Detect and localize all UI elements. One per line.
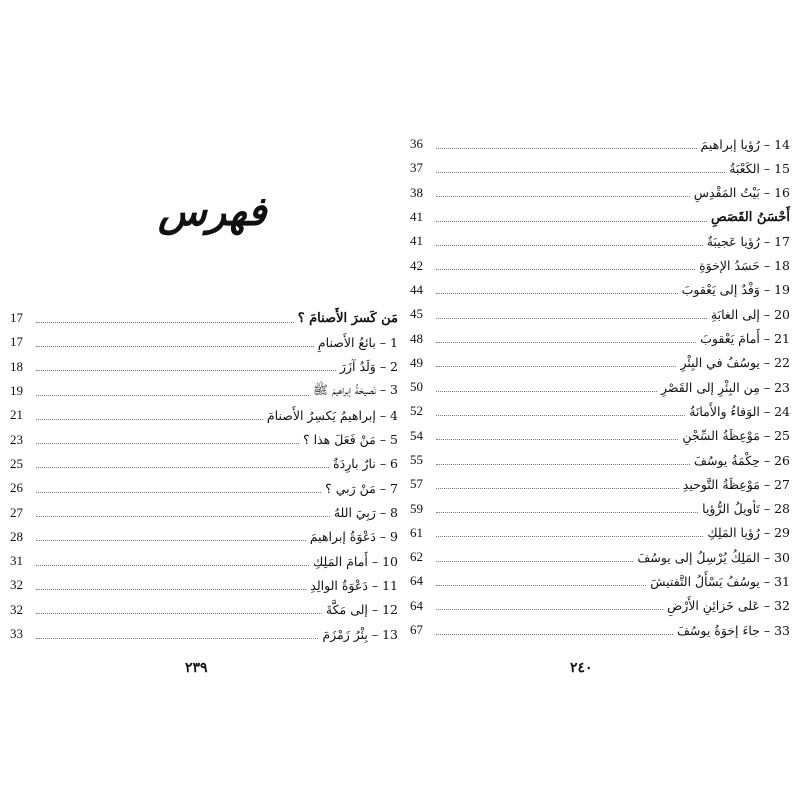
toc-section-heading (10, 306, 398, 330)
toc-page-number: 64 (410, 597, 423, 613)
dotted-leader (36, 638, 318, 639)
toc-entry (10, 500, 398, 524)
toc-page-number: 42 (410, 257, 423, 273)
toc-entry-title: مَن كَسرَ الأَصنامَ ؟ (297, 310, 398, 326)
toc-page-number: 27 (10, 504, 23, 520)
toc-entry-title: 24 – الوَفاءُ والأَمانَةُ (689, 403, 790, 419)
dotted-leader (436, 245, 703, 246)
toc-entry-title: 5 – مَنْ فَعَلَ هذا ؟ (302, 432, 398, 448)
toc-entry-title: 30 – المَلِكُ يُرْسِلُ إلى يوسُفَ (637, 549, 790, 565)
toc-entry (410, 132, 790, 156)
dotted-leader (36, 443, 299, 444)
toc-entry (410, 569, 790, 593)
dotted-leader (436, 439, 678, 440)
toc-page-number: 36 (410, 136, 423, 152)
toc-entry (10, 355, 398, 379)
dotted-leader (436, 318, 707, 319)
dotted-leader (436, 488, 679, 489)
dotted-leader (436, 609, 663, 610)
toc-page-number: 52 (410, 403, 423, 419)
toc-entry-title: 33 – جاءَ إخوَةُ يوسُفَ (676, 622, 790, 638)
toc-page-number: 61 (410, 524, 423, 540)
toc-entry (10, 330, 398, 354)
dotted-leader (36, 370, 336, 371)
dotted-leader (36, 419, 263, 420)
toc-page-number: 59 (410, 500, 423, 516)
toc-entry-title: 23 – مِن البِئْرِ إلى القَصْرِ (661, 379, 790, 395)
toc-entry (410, 253, 790, 277)
left-page (10, 0, 398, 800)
toc-page-number: 49 (410, 354, 423, 370)
toc-entry (10, 525, 398, 549)
dotted-leader (436, 366, 676, 367)
toc-entry-title: 29 – رُؤيا المَلِكِ (707, 525, 790, 541)
dotted-leader (36, 346, 314, 347)
toc-page-number: 17 (10, 310, 23, 326)
toc-entry (410, 156, 790, 180)
toc-entry-title: 6 – نارٌ بارِدَةٌ (333, 456, 398, 472)
toc-page-number: 23 (10, 431, 23, 447)
toc-entry-title: 20 – إلى الغابَةِ (710, 306, 790, 322)
toc-entry (10, 427, 398, 451)
page-number-right: ٢٤٠ (570, 660, 593, 676)
right-page (410, 0, 790, 800)
toc-entry-title: 3 – نَصيحَةُ إبراهيمَ ﷺ (312, 381, 398, 397)
toc-page-number: 41 (410, 233, 423, 249)
toc-page-number: 19 (10, 383, 23, 399)
toc-entry-title: 12 – إلى مَكَّةَ (325, 602, 398, 618)
toc-entry (410, 618, 790, 642)
dotted-leader (436, 561, 633, 562)
dotted-leader (436, 293, 678, 294)
dotted-leader (36, 613, 322, 614)
toc-entry-title: 31 – يوسُفُ يَسْأَلُ التَّفتيشَ (650, 573, 790, 589)
toc-page-number: 37 (410, 160, 423, 176)
dotted-leader (36, 322, 294, 323)
toc-entry-title: 10 – أَمامَ المَلِكِ (313, 553, 398, 569)
dotted-leader (436, 415, 685, 416)
toc-page-number: 21 (10, 407, 23, 423)
dotted-leader (36, 589, 306, 590)
dotted-leader (436, 536, 703, 537)
toc-page-number: 26 (10, 480, 23, 496)
toc-entry (410, 375, 790, 399)
toc-entry-title: 11 – دَعْوَةُ الوالِدِ (310, 577, 398, 593)
dotted-leader (436, 391, 657, 392)
dotted-leader (36, 516, 330, 517)
toc-page-number: 33 (10, 626, 23, 641)
toc-entry (10, 379, 398, 403)
toc-entry (410, 594, 790, 618)
dotted-leader (436, 221, 707, 222)
toc-entry (410, 472, 790, 496)
dotted-leader (436, 464, 690, 465)
dotted-leader (436, 585, 646, 586)
toc-entry-title: 17 – رُؤيا عَجيبَةٌ (706, 233, 790, 249)
toc-entry (10, 573, 398, 597)
toc-page-number: 54 (410, 427, 423, 443)
page-number-left: ٢٣٩ (185, 660, 208, 676)
toc-page-number: 18 (10, 358, 23, 374)
toc-entry-title: 21 – أَمامَ يَعْقوبَ (700, 331, 790, 347)
toc-entry (10, 403, 398, 427)
toc-page-number: 31 (10, 553, 23, 569)
toc-page-number: 17 (10, 334, 23, 350)
toc-entry (410, 496, 790, 520)
toc-entry (410, 399, 790, 423)
toc-entry-title: 7 – مَنْ رَبي ؟ (325, 480, 398, 496)
toc-page-number: 67 (410, 622, 423, 638)
dotted-leader (36, 467, 329, 468)
toc-list-left (10, 306, 398, 646)
toc-page-number: 64 (410, 573, 423, 589)
toc-list-right (410, 132, 790, 642)
toc-page-number: 44 (410, 281, 423, 297)
toc-entry (410, 351, 790, 375)
dotted-leader (36, 565, 309, 566)
toc-entry (410, 229, 790, 253)
toc-page-number: 48 (410, 330, 423, 346)
toc-entry-title: 19 – وَفْدٌ إلى يَعْقوبَ (681, 282, 790, 298)
toc-entry (10, 598, 398, 622)
toc-entry-title: 22 – يوسُفُ في البِئْرِ (680, 355, 790, 371)
toc-entry-title: 4 – إبراهيمُ يَكسِرُ الأَصنامَ (266, 407, 398, 423)
toc-page-number: 28 (10, 528, 23, 544)
toc-page-number: 32 (10, 577, 23, 593)
toc-entry-title: أَحْسَنُ القَصَصِ (710, 209, 790, 225)
toc-entry-title: 27 – مَوْعِظَةُ التَّوحيدِ (682, 476, 790, 492)
dotted-leader (436, 512, 698, 513)
toc-entry (10, 549, 398, 573)
dotted-leader (36, 395, 309, 396)
toc-section-heading (410, 205, 790, 229)
toc-page-number: 50 (410, 379, 423, 395)
toc-entry (410, 424, 790, 448)
toc-entry-title: 18 – حَسَدُ الإخوَةِ (699, 258, 790, 274)
toc-entry-title: 2 – وَلَدُ آزَرَ (339, 359, 398, 375)
toc-entry-title: 25 – مَوْعِظَةُ السِّجْنِ (682, 428, 790, 444)
toc-entry (410, 545, 790, 569)
toc-entry-title: 8 – رَبِيَ اللهُ (333, 505, 398, 521)
toc-entry-title: 26 – حِكْمَةُ يوسُفَ (694, 452, 790, 468)
toc-entry-title: 14 – رُؤيا إبراهيمَ (700, 136, 790, 152)
toc-page-number: 57 (410, 476, 423, 492)
toc-page-number: 32 (10, 601, 23, 617)
toc-entry (410, 278, 790, 302)
toc-entry (410, 326, 790, 350)
dotted-leader (36, 540, 306, 541)
toc-page-number: 45 (410, 306, 423, 322)
dotted-leader (36, 492, 321, 493)
toc-entry (10, 622, 398, 646)
toc-entry-title: 32 – عَلى خَزائِنِ الأَرْضِ (667, 598, 790, 614)
toc-entry-title: 15 – الكَعْبَةُ (729, 160, 790, 176)
toc-entry (10, 476, 398, 500)
toc-entry-title: 9 – دَعْوَةُ إبراهيمَ (309, 529, 398, 545)
index-title: فهرس (158, 188, 267, 235)
toc-page-number: 38 (410, 184, 423, 200)
toc-entry (410, 181, 790, 205)
toc-entry (410, 521, 790, 545)
toc-page-number: 62 (410, 549, 423, 565)
toc-page-number: 55 (410, 452, 423, 467)
dotted-leader (436, 148, 697, 149)
toc-entry-title: 13 – بِئْرُ زَمْزَمَ (322, 626, 398, 642)
dotted-leader (436, 196, 690, 197)
toc-page-number: 25 (10, 455, 23, 471)
dotted-leader (436, 172, 725, 173)
toc-entry-title: 16 – بَيْتُ المَقْدِسِ (693, 185, 790, 201)
toc-entry (410, 448, 790, 472)
toc-page-number: 41 (410, 209, 423, 225)
dotted-leader (436, 269, 695, 270)
toc-entry (410, 302, 790, 326)
toc-entry-title: 1 – بائعُ الأَصنامِ (317, 334, 398, 350)
toc-entry (10, 452, 398, 476)
dotted-leader (436, 634, 673, 635)
dotted-leader (436, 342, 696, 343)
toc-entry-title: 28 – تَأويلُ الرُّؤيا (702, 501, 790, 517)
